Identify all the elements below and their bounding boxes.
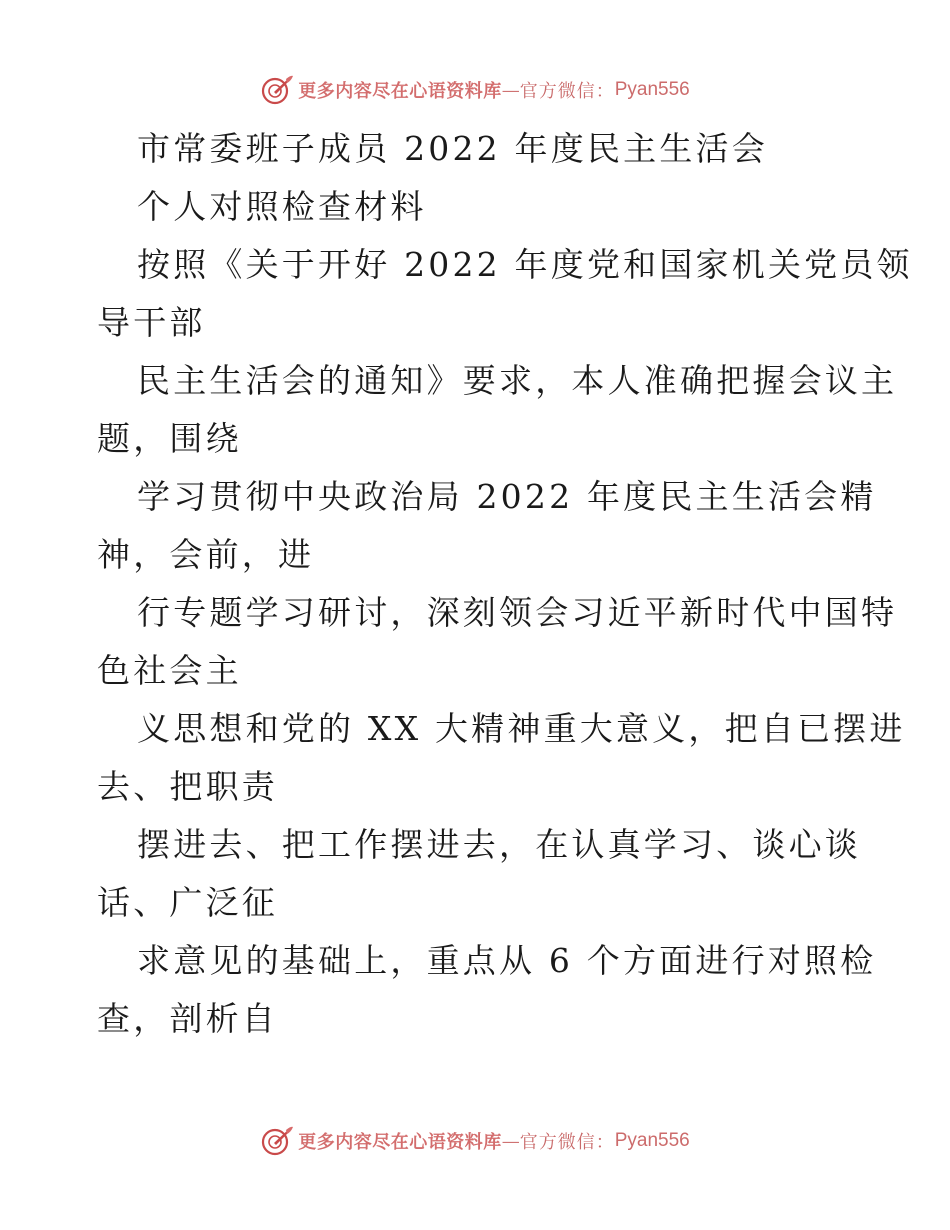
- watermark-wechat-id: Pyan556: [614, 79, 690, 100]
- watermark-separator: —: [501, 1130, 520, 1152]
- doc-line: 话、广泛征: [97, 883, 278, 922]
- doc-line: 个人对照检查材料: [137, 187, 427, 226]
- footer-watermark: [0, 1121, 950, 1161]
- doc-line: 题，围绕: [97, 419, 242, 458]
- doc-line: 按照《关于开好 2022 年度党和国家机关党员领: [137, 245, 913, 284]
- quill-logo-icon: [260, 73, 294, 107]
- watermark-official-label: 官方微信：: [519, 81, 615, 102]
- watermark-site-text: 更多内容尽在心语资料库: [298, 1132, 502, 1153]
- doc-line: 民主生活会的通知》要求，本人准确把握会议主: [137, 361, 898, 400]
- watermark-site-text: 更多内容尽在心语资料库: [298, 81, 502, 102]
- doc-line: 色社会主: [97, 651, 242, 690]
- doc-line: 求意见的基础上，重点从 6 个方面进行对照检: [137, 941, 877, 980]
- doc-line: 神，会前，进: [97, 535, 315, 574]
- quill-logo-icon: [260, 1124, 294, 1158]
- doc-line: 行专题学习研讨，深刻领会习近平新时代中国特: [137, 593, 898, 632]
- header-watermark: [0, 70, 950, 110]
- doc-line: 去、把职责: [97, 767, 278, 806]
- watermark-separator: —: [501, 79, 520, 101]
- doc-line: 摆进去、把工作摆进去，在认真学习、谈心谈: [137, 825, 861, 864]
- doc-line: 学习贯彻中央政治局 2022 年度民主生活会精: [137, 477, 877, 516]
- doc-line: 义思想和党的 XX 大精神重大意义，把自已摆进: [137, 709, 906, 748]
- watermark-wechat-id: Pyan556: [614, 1130, 690, 1151]
- doc-line: 市常委班子成员 2022 年度民主生活会: [137, 129, 768, 168]
- doc-line: 导干部: [97, 303, 206, 342]
- watermark-official-label: 官方微信：: [519, 1132, 615, 1153]
- doc-line: 查，剖析自: [97, 999, 278, 1038]
